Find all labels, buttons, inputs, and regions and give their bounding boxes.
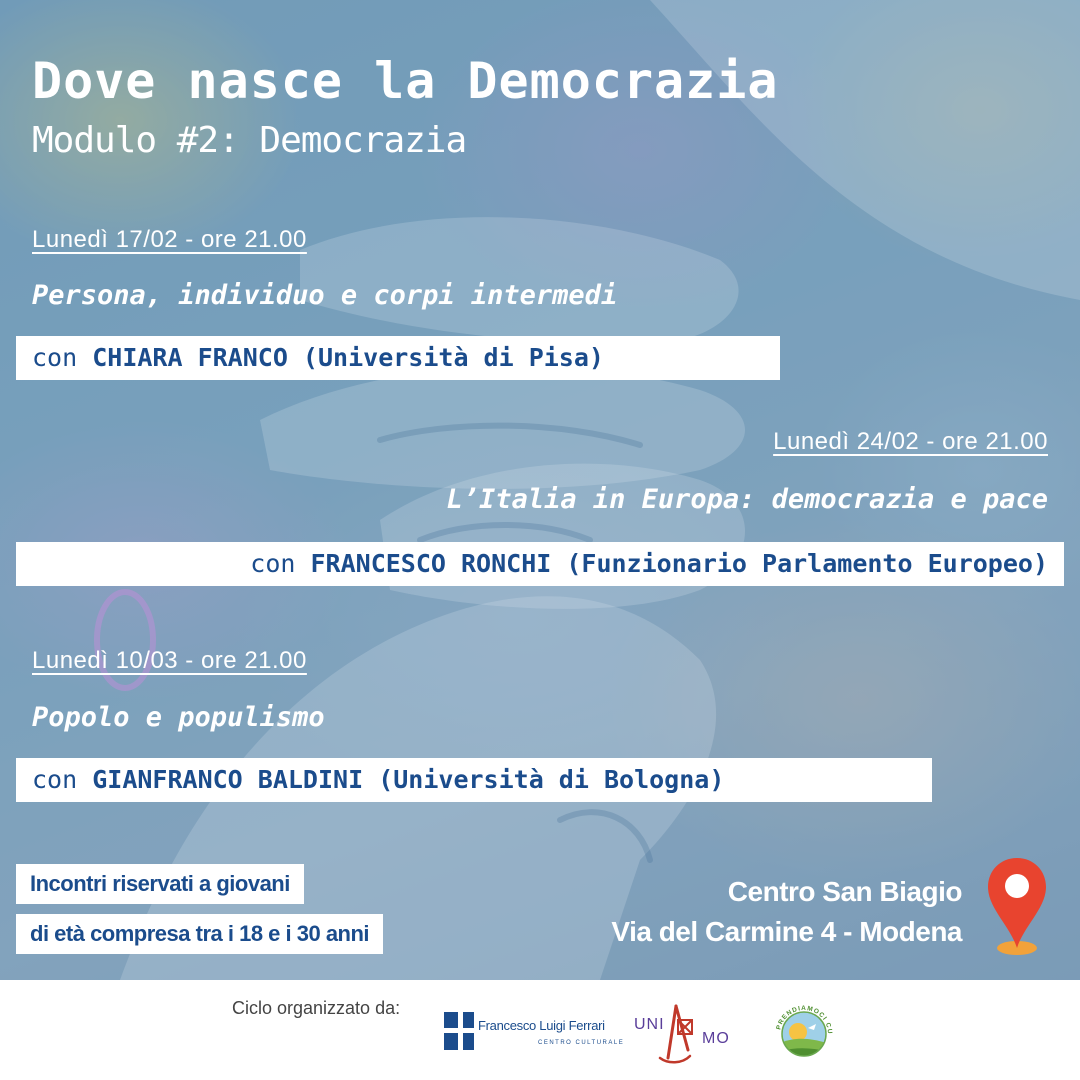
event-3-title: Popolo e populismo xyxy=(32,702,325,733)
ferrari-logo-name: Francesco Luigi Ferrari xyxy=(478,1018,605,1033)
ferrari-logo xyxy=(442,1010,625,1054)
event-1-title: Persona, individuo e corpi intermedi xyxy=(32,280,618,311)
eligibility-line-1: Incontri riservati a giovani xyxy=(16,864,304,904)
event-3-speaker: GIANFRANCO BALDINI (Università di Bologna) xyxy=(92,765,725,794)
event-2-date: Lunedì 24/02 - ore 21.00 xyxy=(773,428,1048,455)
event-2-speaker: FRANCESCO RONCHI (Funzionario Parlamento Europeo) xyxy=(310,549,1048,578)
event-3-speaker-box xyxy=(16,758,932,802)
page-subtitle: Modulo #2: Democrazia xyxy=(32,120,467,161)
location-pin-icon xyxy=(986,856,1048,960)
venue-address: Via del Carmine 4 - Modena xyxy=(611,916,962,947)
event-1-speaker: CHIARA FRANCO (Università di Pisa) xyxy=(92,343,604,372)
ferrari-logo-tagline: CENTRO CULTURALE xyxy=(538,1040,625,1046)
uniamo-logo xyxy=(632,1000,736,1064)
event-3-date: Lunedì 10/03 - ore 21.00 xyxy=(32,647,307,674)
uniamo-logo-left: UNI xyxy=(634,1016,665,1033)
event-2-title: L’Italia in Europa: democrazia e pace xyxy=(446,484,1048,515)
event-1-speaker-box xyxy=(16,336,780,380)
footer-organizers-label: Ciclo organizzato da: xyxy=(232,998,401,1018)
prendiamoci-cura-text: PRENDIAMOCI CU xyxy=(775,1004,834,1035)
event-2-con-label: con xyxy=(250,549,311,578)
event-1-date: Lunedì 17/02 - ore 21.00 xyxy=(32,226,307,253)
prendiamoci-cura-logo-mark xyxy=(768,994,840,1066)
prendiamoci-cura-logo xyxy=(768,994,840,1066)
event-3-con-label: con xyxy=(32,765,93,794)
uniamo-logo-right: MO xyxy=(702,1030,730,1047)
event-2-speaker-box xyxy=(16,542,1064,586)
event-1-con-label: con xyxy=(32,343,93,372)
venue-name: Centro San Biagio xyxy=(727,876,962,907)
footer xyxy=(0,980,1080,1080)
page-title: Dove nasce la Democrazia xyxy=(32,52,779,110)
eligibility-line-2: di età compresa tra i 18 e i 30 anni xyxy=(16,914,383,954)
